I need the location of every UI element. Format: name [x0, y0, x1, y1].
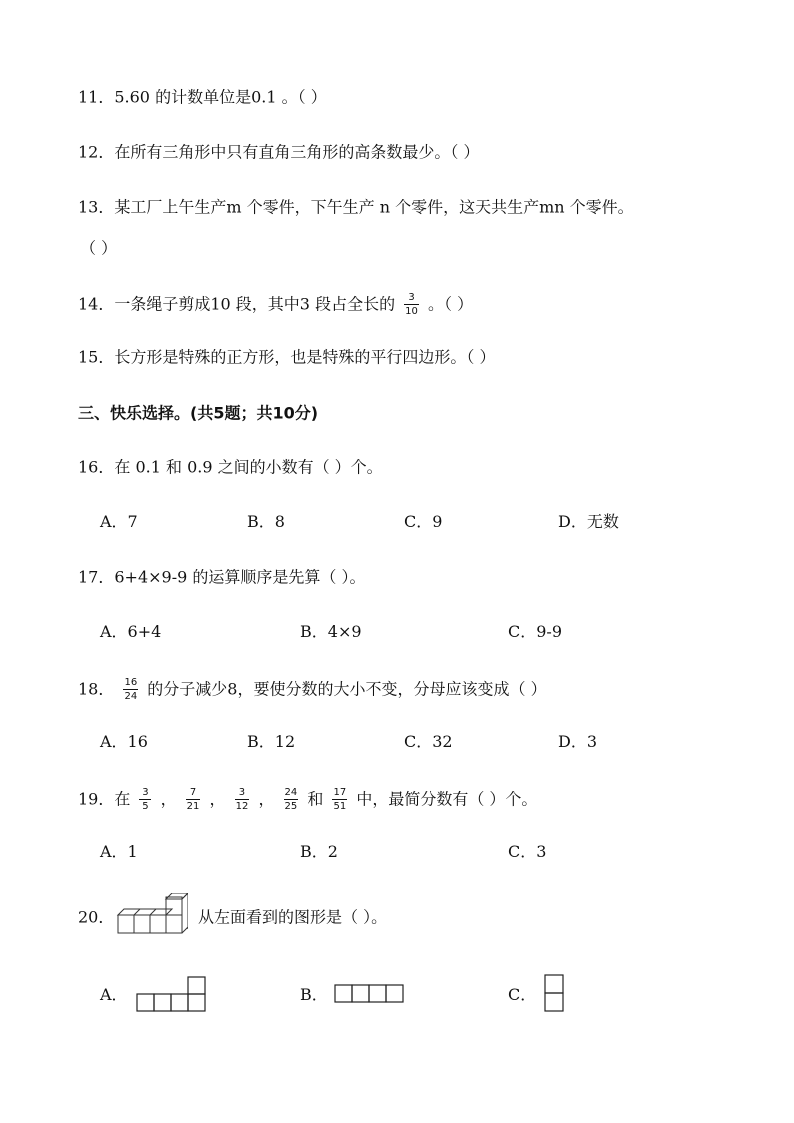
separator: ，	[160, 789, 177, 809]
separator: ，	[258, 789, 275, 809]
q16-option-d: D．无数	[558, 512, 619, 531]
question-19	[78, 787, 537, 812]
question-20-number-line	[78, 907, 114, 928]
q18-option-d: D．3	[558, 732, 598, 751]
fraction-numerator: 7	[189, 787, 197, 798]
question-13	[78, 197, 634, 218]
q20-option-c-figure	[544, 974, 566, 1014]
question-16-text: 16．在 0.1 和 0.9 之间的小数有（ ）个。	[78, 457, 383, 477]
fraction-numerator: 24	[284, 787, 298, 798]
fraction-17-51	[332, 787, 347, 812]
fraction-numerator: 3	[238, 787, 246, 798]
q19-option-a: A．1	[100, 842, 138, 861]
fraction-denominator: 21	[186, 801, 200, 812]
q16-option-a: A．7	[100, 512, 138, 531]
q16-option-b: B．8	[247, 512, 285, 531]
q18-option-b: B．12	[247, 732, 296, 751]
question-18-number: 18．	[78, 679, 115, 699]
fraction-3-12	[235, 787, 250, 812]
q17-option-b: B．4×9	[300, 622, 362, 641]
fraction-16-24	[123, 677, 138, 702]
question-18-text: 的分子减少8，要使分数的大小不变，分母应该变成（ ）	[147, 679, 547, 699]
question-12	[78, 142, 479, 163]
question-14-text: 14．一条绳子剪成10 段，其中3 段占全长的	[78, 294, 396, 314]
question-18	[78, 677, 547, 702]
question-15	[78, 347, 495, 368]
q20-option-b: B．	[300, 985, 328, 1004]
fraction-denominator: 25	[284, 801, 298, 812]
question-11	[78, 87, 327, 108]
question-20	[198, 907, 387, 928]
fraction-numerator: 17	[333, 787, 347, 798]
fraction-denominator: 10	[405, 306, 418, 317]
fraction-7-21	[186, 787, 201, 812]
q16-option-c: C．9	[404, 512, 443, 531]
fraction-denominator: 24	[124, 691, 138, 702]
q20-option-c: C．	[508, 985, 537, 1004]
section-title-text: 三、快乐选择。(共5题；共10分)	[78, 403, 319, 423]
fraction-numerator: 3	[408, 292, 415, 303]
fraction-numerator: 3	[142, 787, 149, 798]
fraction-numerator: 16	[124, 677, 138, 688]
question-17	[78, 567, 365, 588]
section-3-title	[78, 403, 318, 424]
fraction-denominator: 5	[142, 801, 149, 812]
q18-option-c: C．32	[404, 732, 453, 751]
fraction-3-10	[404, 292, 419, 317]
conjunction: 和	[307, 789, 324, 809]
question-14	[78, 292, 473, 317]
q20-option-a-figure	[136, 976, 208, 1012]
separator: ，	[209, 789, 226, 809]
question-14-blank: 。（ ）	[428, 294, 474, 314]
q19-option-c: C．3	[508, 842, 547, 861]
q17-option-a: A．6+4	[100, 622, 162, 641]
fraction-3-5	[139, 787, 151, 812]
q20-option-a: A．	[100, 985, 128, 1004]
cube-stack-figure	[116, 893, 188, 937]
q18-option-a: A．16	[100, 732, 148, 751]
fraction-denominator: 51	[333, 801, 347, 812]
question-16	[78, 457, 383, 478]
q19-option-b: B．2	[300, 842, 338, 861]
question-19-number: 19．在	[78, 789, 131, 809]
fraction-24-25	[284, 787, 299, 812]
q20-option-b-figure	[334, 984, 406, 1004]
question-11-text: 11．5.60 的计数单位是0.1 。（ ）	[78, 87, 327, 107]
question-13-answer	[80, 238, 117, 259]
fraction-denominator: 12	[235, 801, 249, 812]
question-20-text: 从左面看到的图形是（ ）。	[198, 907, 388, 927]
question-13-blank: （ ）	[80, 238, 118, 258]
question-17-text: 17．6+4×9-9 的运算顺序是先算（ ）。	[78, 567, 366, 587]
q17-option-c: C．9-9	[508, 622, 563, 641]
question-12-text: 12．在所有三角形中只有直角三角形的高条数最少。（ ）	[78, 142, 480, 162]
question-15-text: 15．长方形是特殊的正方形，也是特殊的平行四边形。（ ）	[78, 347, 496, 367]
question-20-number: 20．	[78, 907, 115, 927]
question-19-text: 中，最简分数有（ ）个。	[356, 789, 538, 809]
question-13-text: 13．某工厂上午生产m 个零件，下午生产 n 个零件，这天共生产mn 个零件。	[78, 197, 634, 217]
